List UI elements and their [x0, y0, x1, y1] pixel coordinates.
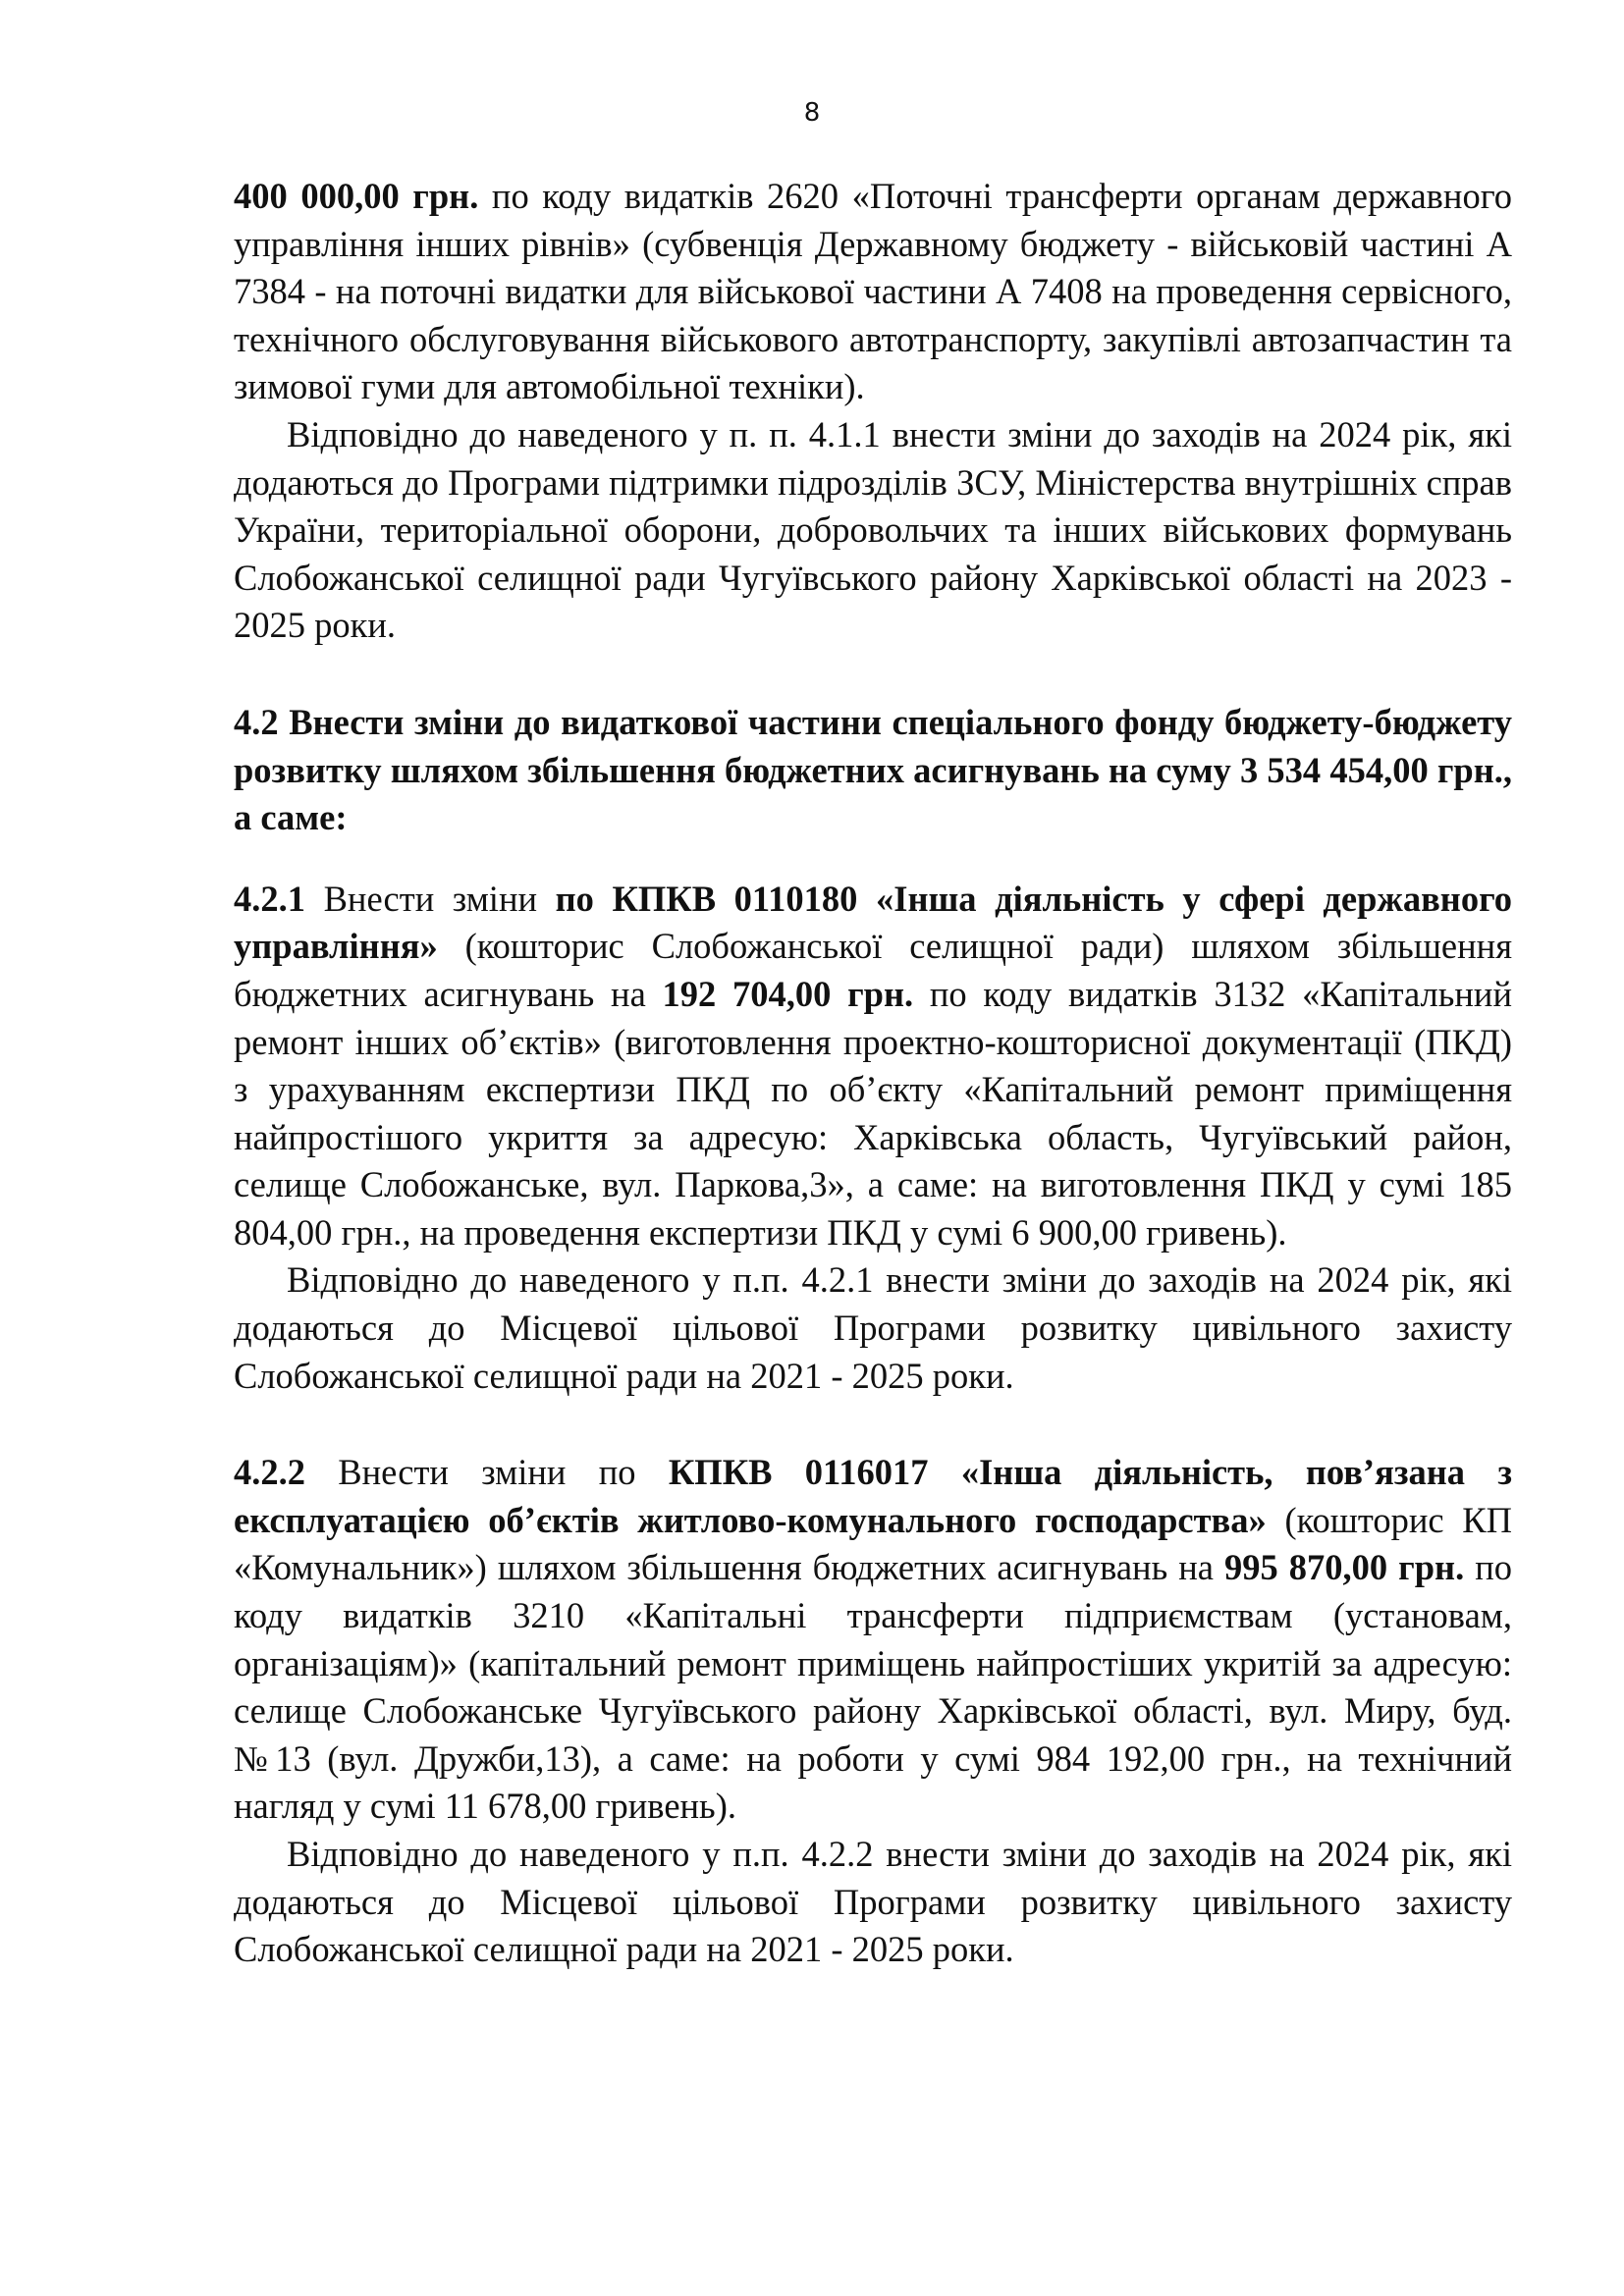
page-number: 8: [803, 98, 821, 128]
kpkv-bold: по КПКВ 0110180 «Інша діяльність у сфері державного управління»: [234, 878, 1512, 967]
paragraph-4-2-1: [234, 876, 1512, 1257]
section-number: 4.2.1: [234, 878, 305, 919]
spacer: [234, 650, 1512, 699]
paragraph-text: по коду видатків 3210 «Капітальні трансферти підприємствам (установам, організаціям)» (капітальний ремонт приміщень найпростіших укритій за адресую: селище Слобожанське Чугуївського району Харківської області, вул. Миру, буд. №13 (вул. Дружби,13), а саме: на роботи у сумі 984 192,00 грн., на технічний нагляд у сумі 11 678,00 гривень).: [234, 1547, 1513, 1827]
paragraph-text: по коду видатків 2620 «Поточні трансферти органам державного управління інших рівнів» (субвенція Державному бюджету - військовій частині А 7384 - на поточні видатки для військової частини А 7408 на проведення сервісного, технічного обслуговування військового автотранспорту, закупівлі автозапчастин та зимової гуми для автомобільної техніки).: [234, 176, 1513, 407]
paragraph-note-4-2-2: Відповідно до наведеного у п.п. 4.2.2 внести зміни до заходів на 2024 рік, які додаються до Місцевої цільової Програми розвитку цивільного захисту Слобожанської селищної ради на 2021 - 2025 роки.: [234, 1834, 1512, 1970]
kpkv-bold: КПКВ 0116017 «Інша діяльність, пов’язана з експлуатацією об’єктів житлово-комунального господарства»: [234, 1452, 1512, 1540]
paragraph-text: (кошторис КП «Комунальник») шляхом збільшення бюджетних асигнувань на: [234, 1499, 1512, 1588]
spacer: [234, 1400, 1512, 1449]
amount-bold: 192 704,00 грн.: [662, 973, 914, 1014]
paragraph-text: (кошторис Слобожанської селищної ради) шляхом збільшення бюджетних асигнувань на: [234, 926, 1512, 1014]
paragraph-text: Внести зміни по: [305, 1452, 669, 1493]
section-heading-4-2: 4.2 Внести зміни до видаткової частини спеціального фонду бюджету-бюджету розвитку шляхом збільшення бюджетних асигнувань на суму 3 534 454,00 грн., а саме:: [234, 701, 1512, 838]
document-body: [234, 173, 1512, 1974]
paragraph-subvention: [234, 173, 1512, 411]
amount-bold: 400 000,00 грн.: [234, 176, 479, 216]
paragraph-4-2-2: [234, 1449, 1512, 1831]
section-number: 4.2.2: [234, 1452, 305, 1493]
paragraph-text: по коду видатків 3132 «Капітальний ремонт інших об’єктів» (виготовлення проектно-кошторисної документації (ПКД) з урахуванням експертизи ПКД по об’єкту «Капітальний ремонт приміщення найпростішого укриття за адресую: Харківська область, Чугуївський район, селище Слобожанське, вул. Паркова,3», а саме: на виготовлення ПКД у сумі 185 804,00 грн., на проведення експертизи ПКД у сумі 6 900,00 гривень).: [234, 973, 1512, 1253]
paragraph-note-4-1-1: Відповідно до наведеного у п. п. 4.1.1 внести зміни до заходів на 2024 рік, які додаються до Програми підтримки підрозділів ЗСУ, Міністерства внутрішніх справ України, територіальної оборони, добровольчих та інших військових формувань Слобожанської селищної ради Чугуївського району Харківської області на 2023 - 2025 роки.: [234, 413, 1512, 646]
paragraph-note-4-2-1: Відповідно до наведеного у п.п. 4.2.1 внести зміни до заходів на 2024 рік, які додаються до Місцевої цільової Програми розвитку цивільного захисту Слобожанської селищної ради на 2021 - 2025 роки.: [234, 1259, 1512, 1396]
paragraph-text: Внести зміни: [305, 878, 556, 919]
amount-bold: 995 870,00 грн.: [1224, 1547, 1465, 1588]
spacer: [234, 842, 1512, 876]
